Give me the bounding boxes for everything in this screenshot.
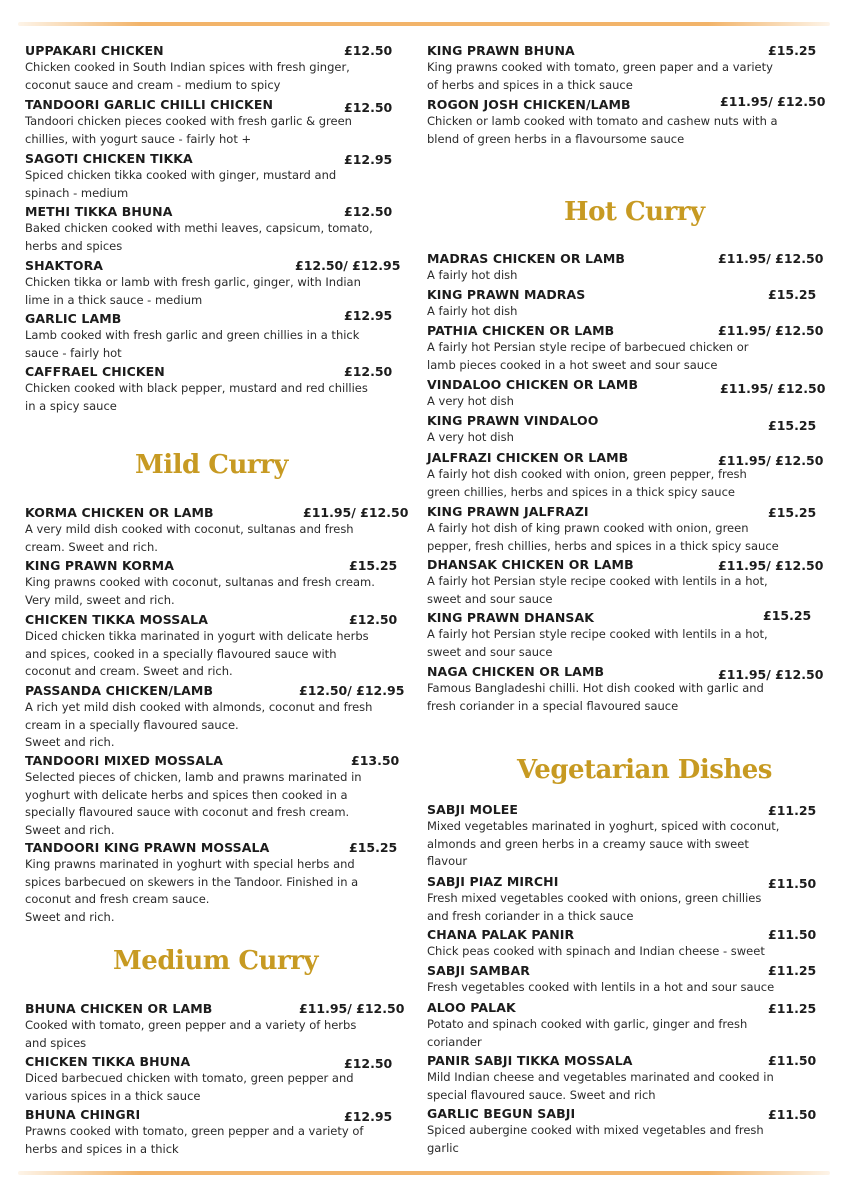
- dish-name: SABJI SAMBAR: [427, 963, 531, 978]
- dish-price: £11.95/ £12.50: [720, 94, 826, 109]
- dish-name: ALOO PALAK: [427, 1000, 516, 1015]
- dish-description: Tandoori chicken pieces cooked with fresh garlic & green chillies, with yogurt sauce - fairly hot +: [25, 114, 352, 146]
- dish-name: CHICKEN TIKKA MOSSALA: [25, 612, 208, 627]
- dish-name: PATHIA CHICKEN OR LAMB: [427, 323, 615, 338]
- dish-price: £12.50/ £12.95: [299, 683, 405, 698]
- dish-description: A fairly hot dish of king prawn cooked with onion, green pepper, fresh chillies, herbs and spices in a thick spicy sauce: [427, 521, 779, 553]
- dish-description: Lamb cooked with fresh garlic and green chillies in a thick sauce - fairly hot: [25, 328, 360, 360]
- dish-price: £15.25: [768, 43, 817, 58]
- dish-description: Chick peas cooked with spinach and Indian cheese - sweet: [427, 944, 765, 958]
- dish-description: Spiced aubergine cooked with mixed vegetables and fresh garlic: [427, 1123, 764, 1155]
- dish-price: £11.95/ £12.50: [303, 505, 409, 520]
- dish-price: £11.95/ £12.50: [718, 323, 824, 338]
- dish-price: £12.95: [344, 1109, 393, 1124]
- dish-price: £11.95/ £12.50: [718, 558, 824, 573]
- dish-name: GARLIC LAMB: [25, 311, 122, 326]
- dish-description: A fairly hot dish: [427, 304, 518, 318]
- dish-price: £11.25: [768, 1001, 817, 1016]
- dish-name: CHICKEN TIKKA BHUNA: [25, 1054, 191, 1069]
- dish-name: TANDOORI KING PRAWN MOSSALA: [25, 840, 270, 855]
- dish-name: PASSANDA CHICKEN/LAMB: [25, 683, 214, 698]
- dish-description: A fairly hot Persian style recipe cooked with lentils in a hot, sweet and sour sauce: [427, 574, 768, 606]
- dish-description: A very mild dish cooked with coconut, sultanas and fresh cream. Sweet and rich.: [25, 522, 354, 554]
- section-heading: Medium Curry: [113, 946, 318, 976]
- dish-description: Fresh mixed vegetables cooked with onions, green chillies and fresh coriander in a thick sauce: [427, 891, 762, 923]
- dish-price: £15.25: [768, 287, 817, 302]
- section-heading: Hot Curry: [564, 197, 705, 227]
- dish-price: £12.50: [344, 43, 393, 58]
- dish-description: Prawns cooked with tomato, green pepper and a variety of herbs and spices in a thick: [25, 1124, 364, 1156]
- dish-description: Spiced chicken tikka cooked with ginger, mustard and spinach - medium: [25, 168, 337, 200]
- dish-price: £12.50: [344, 204, 393, 219]
- dish-description: A fairly hot dish: [427, 268, 518, 282]
- dish-name: CAFFRAEL CHICKEN: [25, 364, 165, 379]
- dish-description: Selected pieces of chicken, lamb and prawns marinated in yoghurt with delicate herbs and spices then cooked in a specially flavoured sauce with coconut and fresh cream. Sweet and rich.: [25, 770, 362, 837]
- section-heading: Vegetarian Dishes: [517, 755, 772, 785]
- dish-name: ROGON JOSH CHICKEN/LAMB: [427, 97, 631, 112]
- dish-description: King prawns cooked with tomato, green paper and a variety of herbs and spices in a thick sauce: [427, 60, 773, 92]
- dish-description: Diced barbecued chicken with tomato, green pepper and various spices in a thick sauce: [25, 1071, 354, 1103]
- dish-name: UPPAKARI CHICKEN: [25, 43, 164, 58]
- dish-name: KING PRAWN MADRAS: [427, 287, 586, 302]
- dish-name: SABJI PIAZ MIRCHI: [427, 874, 559, 889]
- dish-name: BHUNA CHINGRI: [25, 1107, 141, 1122]
- bottom-divider: [18, 1171, 830, 1175]
- dish-price: £12.50: [344, 364, 393, 379]
- dish-description: A fairly hot dish cooked with onion, green pepper, fresh green chillies, herbs and spices in a thick spicy sauce: [427, 467, 747, 499]
- dish-name: NAGA CHICKEN OR LAMB: [427, 664, 605, 679]
- dish-price: £11.25: [768, 963, 817, 978]
- dish-name: METHI TIKKA BHUNA: [25, 204, 173, 219]
- dish-description: King prawns marinated in yoghurt with special herbs and spices barbecued on skewers in the Tandoor. Finished in a coconut and fresh cream sauce. Sweet and rich.: [25, 857, 359, 924]
- dish-description: Baked chicken cooked with methi leaves, capsicum, tomato, herbs and spices: [25, 221, 373, 253]
- dish-description: Cooked with tomato, green pepper and a variety of herbs and spices: [25, 1018, 357, 1050]
- dish-description: A very hot dish: [427, 394, 514, 408]
- dish-price: £11.25: [768, 803, 817, 818]
- top-divider: [18, 22, 830, 26]
- dish-name: SAGOTI CHICKEN TIKKA: [25, 151, 193, 166]
- dish-description: Mixed vegetables marinated in yoghurt, spiced with coconut, almonds and green herbs in a creamy sauce with sweet flavour: [427, 819, 780, 868]
- dish-description: Chicken tikka or lamb with fresh garlic, ginger, with Indian lime in a thick sauce - medium: [25, 275, 361, 307]
- dish-price: £11.95/ £12.50: [720, 381, 826, 396]
- dish-price: £15.25: [349, 840, 398, 855]
- section-heading: Mild Curry: [135, 450, 288, 480]
- dish-price: £12.50: [349, 612, 398, 627]
- dish-price: £13.50: [351, 753, 400, 768]
- dish-description: Chicken or lamb cooked with tomato and cashew nuts with a blend of green herbs in a flavoursome sauce: [427, 114, 778, 146]
- dish-description: Potato and spinach cooked with garlic, ginger and fresh coriander: [427, 1017, 748, 1049]
- dish-price: £12.50: [344, 100, 393, 115]
- dish-description: Chicken cooked with black pepper, mustard and red chillies in a spicy sauce: [25, 381, 368, 413]
- dish-price: £12.95: [344, 152, 393, 167]
- dish-description: A fairly hot Persian style recipe cooked with lentils in a hot, sweet and sour sauce: [427, 627, 768, 659]
- dish-description: Famous Bangladeshi chilli. Hot dish cooked with garlic and fresh coriander in a special flavoured sauce: [427, 681, 764, 713]
- dish-price: £11.95/ £12.50: [718, 667, 824, 682]
- dish-description: Mild Indian cheese and vegetables marinated and cooked in special flavoured sauce. Sweet and rich: [427, 1070, 774, 1102]
- dish-description: A fairly hot Persian style recipe of barbecued chicken or lamb pieces cooked in a hot sweet and sour sauce: [427, 340, 749, 372]
- dish-price: £15.25: [768, 418, 817, 433]
- dish-name: CHANA PALAK PANIR: [427, 927, 575, 942]
- dish-name: KING PRAWN BHUNA: [427, 43, 575, 58]
- dish-name: MADRAS CHICKEN OR LAMB: [427, 251, 626, 266]
- dish-price: £15.25: [763, 608, 812, 623]
- dish-name: KING PRAWN DHANSAK: [427, 610, 595, 625]
- dish-name: GARLIC BEGUN SABJI: [427, 1106, 576, 1121]
- dish-price: £11.95/ £12.50: [718, 251, 824, 266]
- dish-price: £12.95: [344, 308, 393, 323]
- dish-price: £12.50/ £12.95: [295, 258, 401, 273]
- dish-name: SABJI MOLEE: [427, 802, 519, 817]
- dish-description: Diced chicken tikka marinated in yogurt with delicate herbs and spices, cooked in a specially flavoured sauce with coconut and cream. Sweet and rich.: [25, 629, 369, 678]
- dish-name: TANDOORI MIXED MOSSALA: [25, 753, 223, 768]
- dish-name: DHANSAK CHICKEN OR LAMB: [427, 557, 634, 572]
- dish-name: BHUNA CHICKEN OR LAMB: [25, 1001, 213, 1016]
- dish-price: £11.95/ £12.50: [299, 1001, 405, 1016]
- dish-name: TANDOORI GARLIC CHILLI CHICKEN: [25, 97, 274, 112]
- dish-description: Chicken cooked in South Indian spices with fresh ginger, coconut sauce and cream - medium to spicy: [25, 60, 350, 92]
- dish-name: PANIR SABJI TIKKA MOSSALA: [427, 1053, 633, 1068]
- dish-price: £11.50: [768, 1053, 817, 1068]
- dish-description: Fresh vegetables cooked with lentils in a hot and sour sauce: [427, 980, 775, 994]
- dish-name: KING PRAWN VINDALOO: [427, 413, 599, 428]
- dish-description: A rich yet mild dish cooked with almonds, coconut and fresh cream in a specially flavoured sauce. Sweet and rich.: [25, 700, 373, 749]
- dish-name: VINDALOO CHICKEN OR LAMB: [427, 377, 639, 392]
- dish-description: A very hot dish: [427, 430, 514, 444]
- dish-description: King prawns cooked with coconut, sultanas and fresh cream. Very mild, sweet and rich.: [25, 575, 375, 607]
- dish-price: £15.25: [768, 505, 817, 520]
- dish-price: £15.25: [349, 558, 398, 573]
- dish-name: KING PRAWN JALFRAZI: [427, 504, 589, 519]
- dish-price: £11.95/ £12.50: [718, 453, 824, 468]
- dish-price: £11.50: [768, 1107, 817, 1122]
- dish-name: SHAKTORA: [25, 258, 104, 273]
- dish-name: JALFRAZI CHICKEN OR LAMB: [427, 450, 629, 465]
- dish-name: KORMA CHICKEN OR LAMB: [25, 505, 214, 520]
- dish-name: KING PRAWN KORMA: [25, 558, 174, 573]
- dish-price: £11.50: [768, 927, 817, 942]
- dish-price: £11.50: [768, 876, 817, 891]
- dish-price: £12.50: [344, 1056, 393, 1071]
